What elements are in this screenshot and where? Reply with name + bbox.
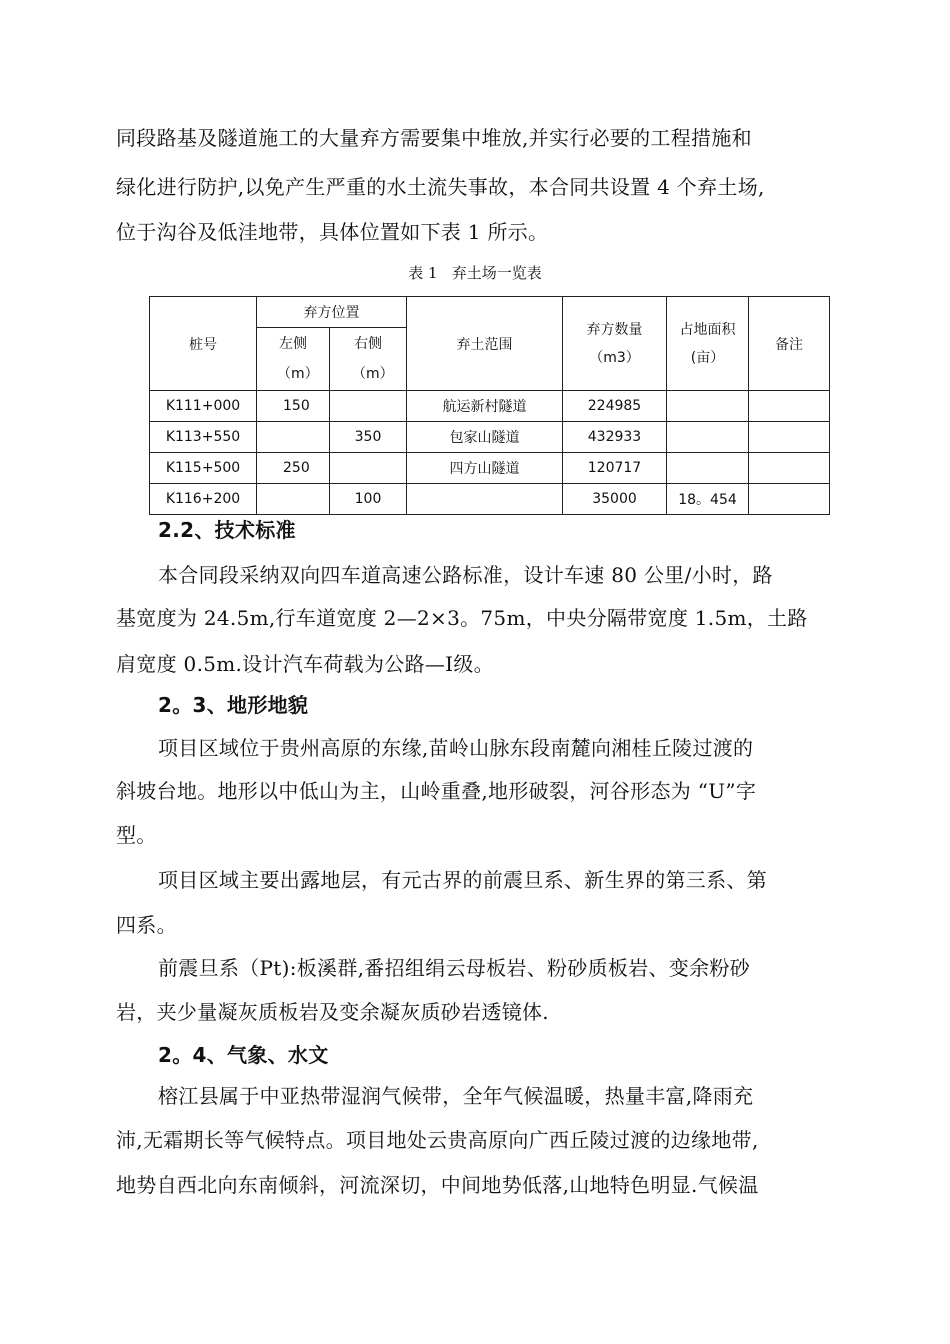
cell-area — [667, 453, 749, 484]
cell-left: 250 — [257, 453, 330, 484]
section-2-3-p3-line-2: 岩，夹少量凝灰质板岩及变余凝灰质砂岩透镜体. — [116, 1000, 549, 1024]
cell-area — [667, 391, 749, 422]
header-area: 占地面积(亩） — [667, 297, 749, 391]
cell-range: 航运新村隧道 — [407, 391, 563, 422]
header-range: 弃土范围 — [407, 297, 563, 391]
section-2-3-p3-line-1: 前震旦系（Pt):板溪群,番招组绢云母板岩、粉砂质板岩、变余粉砂 — [158, 956, 750, 980]
section-2-2-line-3: 肩宽度 0.5m.设计汽车荷载为公路—Ⅰ级。 — [116, 652, 494, 676]
section-2-4-line-1: 榕江县属于中亚热带湿润气候带，全年气候温暖，热量丰富,降雨充 — [158, 1084, 754, 1108]
section-2-3-p1-line-1: 项目区域位于贵州高原的东缘,苗岭山脉东段南麓向湘桂丘陵过渡的 — [158, 736, 754, 760]
table-row — [150, 422, 830, 453]
cell-note — [749, 484, 830, 515]
header-left: 左侧（m） — [257, 328, 330, 391]
section-2-3-p1-line-3: 型。 — [116, 823, 157, 847]
cell-pile: K113+550 — [150, 422, 257, 453]
table-row — [150, 453, 830, 484]
spoil-ground-table — [149, 296, 830, 515]
cell-range — [407, 484, 563, 515]
section-2-4-heading: 2。4、气象、水文 — [158, 1043, 329, 1067]
section-2-2-heading: 2.2、技术标准 — [158, 518, 296, 542]
header-right: 右侧（m） — [330, 328, 407, 391]
table-header-row-1 — [150, 297, 830, 328]
section-2-4-line-3: 地势自西北向东南倾斜，河流深切，中间地势低落,山地特色明显.气候温 — [116, 1173, 759, 1197]
cell-area — [667, 422, 749, 453]
header-note: 备注 — [749, 297, 830, 391]
cell-pile: K115+500 — [150, 453, 257, 484]
cell-range: 包家山隧道 — [407, 422, 563, 453]
intro-line-3: 位于沟谷及低洼地带，具体位置如下表 1 所示。 — [116, 220, 549, 244]
intro-line-1: 同段路基及隧道施工的大量弃方需要集中堆放,并实行必要的工程措施和 — [116, 126, 752, 150]
cell-pile: K116+200 — [150, 484, 257, 515]
cell-volume: 35000 — [563, 484, 667, 515]
header-pile: 桩号 — [150, 297, 257, 391]
cell-left — [257, 422, 330, 453]
section-2-2-line-2: 基宽度为 24.5m,行车道宽度 2—2×3。75m，中央分隔带宽度 1.5m，土路 — [116, 606, 808, 630]
cell-right — [330, 453, 407, 484]
header-volume: 弃方数量（m3） — [563, 297, 667, 391]
cell-right — [330, 391, 407, 422]
cell-right: 100 — [330, 484, 407, 515]
intro-line-2: 绿化进行防护,以免产生严重的水土流失事故，本合同共设置 4 个弃土场, — [116, 175, 765, 199]
cell-left — [257, 484, 330, 515]
cell-note — [749, 422, 830, 453]
table-row — [150, 484, 830, 515]
cell-volume: 432933 — [563, 422, 667, 453]
header-position: 弃方位置 — [257, 297, 407, 328]
cell-note — [749, 453, 830, 484]
cell-area: 18。454 — [667, 484, 749, 515]
section-2-2-line-1: 本合同段采纳双向四车道高速公路标准，设计车速 80 公里/小时，路 — [158, 563, 773, 587]
section-2-3-p2-line-1: 项目区域主要出露地层，有元古界的前震旦系、新生界的第三系、第 — [158, 868, 767, 892]
section-2-3-p1-line-2: 斜坡台地。地形以中低山为主，山岭重叠,地形破裂，河谷形态为 “U”字 — [116, 779, 757, 803]
section-2-3-heading: 2。3、地形地貌 — [158, 693, 309, 717]
cell-left: 150 — [257, 391, 330, 422]
cell-volume: 120717 — [563, 453, 667, 484]
cell-range: 四方山隧道 — [407, 453, 563, 484]
cell-right: 350 — [330, 422, 407, 453]
table-caption: 表 1 弃土场一览表 — [408, 264, 542, 282]
table-row — [150, 391, 830, 422]
section-2-4-line-2: 沛,无霜期长等气候特点。项目地处云贵高原向广西丘陵过渡的边缘地带, — [116, 1128, 759, 1152]
cell-note — [749, 391, 830, 422]
cell-pile: K111+000 — [150, 391, 257, 422]
cell-volume: 224985 — [563, 391, 667, 422]
section-2-3-p2-line-2: 四系。 — [116, 913, 177, 937]
